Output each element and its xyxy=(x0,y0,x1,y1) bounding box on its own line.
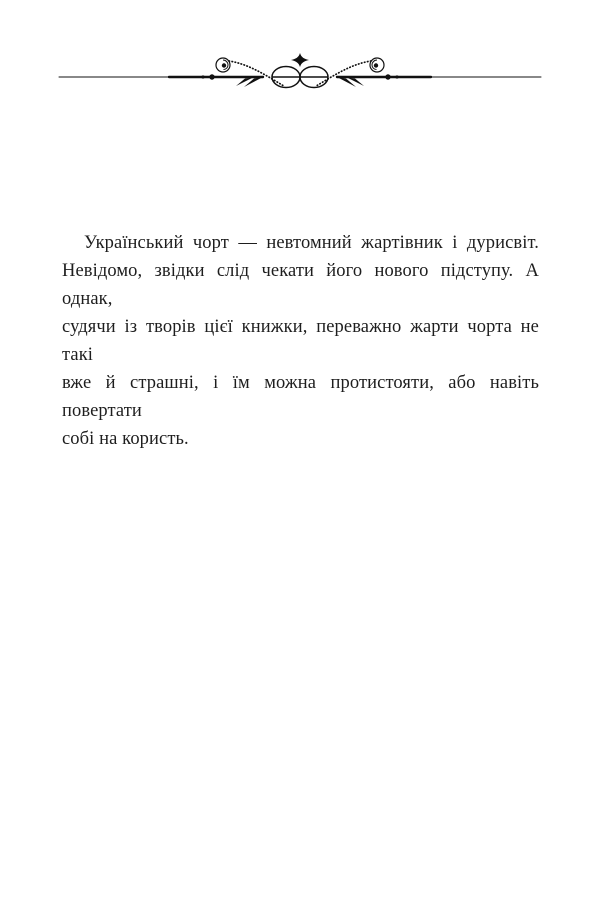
flourish-divider-icon xyxy=(57,52,543,98)
text-line: Невідомо, звідки слід чекати його нового підступу. А однак, xyxy=(62,261,539,309)
flourish-divider-graphic xyxy=(57,52,543,98)
text-line: собі на користь. xyxy=(62,429,189,449)
text-line: Український чорт — невтомний жартівник і дурисвіт. xyxy=(84,233,539,253)
text-line: судячи із творів цієї книжки, переважно жарти чорта не такі xyxy=(62,317,539,365)
text-line: вже й страшні, і їм можна протистояти, або навіть повертати xyxy=(62,373,539,421)
body-paragraph xyxy=(62,229,539,453)
